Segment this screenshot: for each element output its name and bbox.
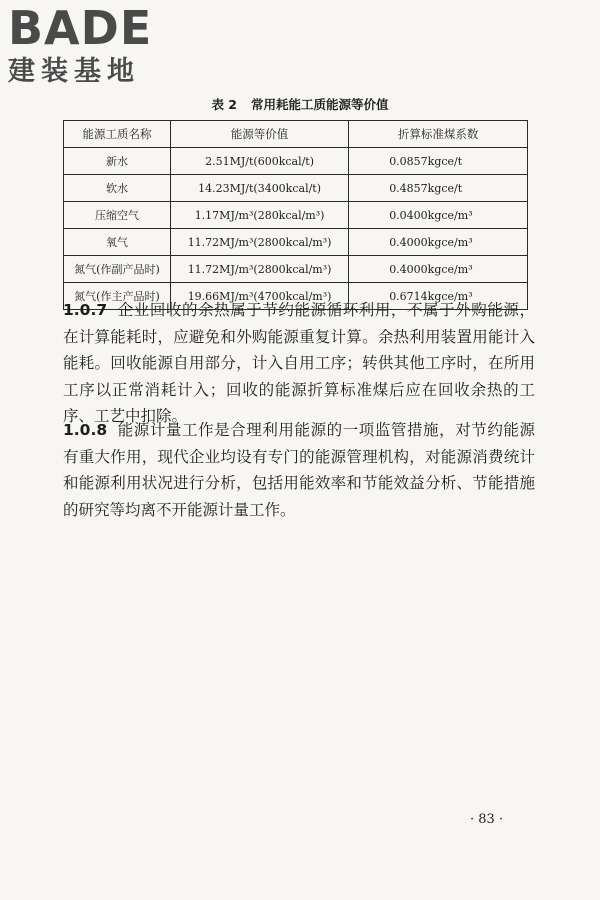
page-number: · 83 ·: [470, 812, 504, 827]
logo-text-zh: 建装基地: [8, 56, 140, 87]
cell-coal-coefficient: 0.0400kgce/m³: [349, 202, 528, 229]
header-medium-name: 能源工质名称: [64, 121, 171, 148]
table-header-row: [64, 121, 528, 148]
table-row: [64, 148, 528, 175]
cell-medium-name: 氮气(作副产品时): [64, 256, 171, 283]
cell-energy-equivalent: 1.17MJ/m³(280kcal/m³): [170, 202, 348, 229]
logo-text-en: BADE: [8, 1, 153, 55]
cell-medium-name: 压缩空气: [64, 202, 171, 229]
cell-coal-coefficient: 0.4000kgce/m³: [349, 256, 528, 283]
table-title: 常用耗能工质能源等价值: [251, 97, 389, 112]
table-row: [64, 202, 528, 229]
cell-energy-equivalent: 11.72MJ/m³(2800kcal/m³): [170, 256, 348, 283]
cell-medium-name: 软水: [64, 175, 171, 202]
header-energy-equivalent: 能源等价值: [170, 121, 348, 148]
table-row: [64, 175, 528, 202]
section-text: 企业回收的余热属于节约能源循环利用，不属于外购能源，在计算能耗时，应避免和外购能源重复计算。余热利用装置用能计入能耗。回收能源自用部分，计入自用工序；转供其他工序时，在所用工序以正常消耗计入；回收的能源折算标准煤后应在回收余热的工序、工艺中扣除。: [63, 301, 535, 425]
section-1-0-8: [63, 417, 535, 523]
cell-energy-equivalent: 14.23MJ/t(3400kcal/t): [170, 175, 348, 202]
table-row: [64, 256, 528, 283]
table-row: [64, 229, 528, 256]
cell-energy-equivalent: 19.66MJ/m³(4700kcal/m³): [170, 283, 348, 310]
table-number: 表 2: [211, 97, 238, 112]
header-coal-coefficient: 折算标准煤系数: [349, 121, 528, 148]
cell-coal-coefficient: 0.4857kgce/t: [349, 175, 528, 202]
section-number: 1.0.8: [63, 421, 108, 439]
cell-medium-name: 氮气(作主产品时): [64, 283, 171, 310]
section-text: 能源计量工作是合理利用能源的一项监管措施，对节约能源有重大作用，现代企业均设有专门的能源管理机构，对能源消费统计和能源利用状况进行分析，包括用能效率和节能效益分析、节能措施的研究等均离不开能源计量工作。: [63, 421, 535, 519]
energy-equivalent-table: [63, 120, 528, 310]
cell-coal-coefficient: 0.0857kgce/t: [349, 148, 528, 175]
section-1-0-7: [63, 297, 535, 430]
cell-energy-equivalent: 2.51MJ/t(600kcal/t): [170, 148, 348, 175]
cell-energy-equivalent: 11.72MJ/m³(2800kcal/m³): [170, 229, 348, 256]
cell-medium-name: 氧气: [64, 229, 171, 256]
bade-logo: [8, 1, 178, 88]
section-number: 1.0.7: [63, 301, 108, 319]
table-caption: [0, 95, 600, 113]
cell-coal-coefficient: 0.6714kgce/m³: [349, 283, 528, 310]
cell-medium-name: 新水: [64, 148, 171, 175]
cell-coal-coefficient: 0.4000kgce/m³: [349, 229, 528, 256]
